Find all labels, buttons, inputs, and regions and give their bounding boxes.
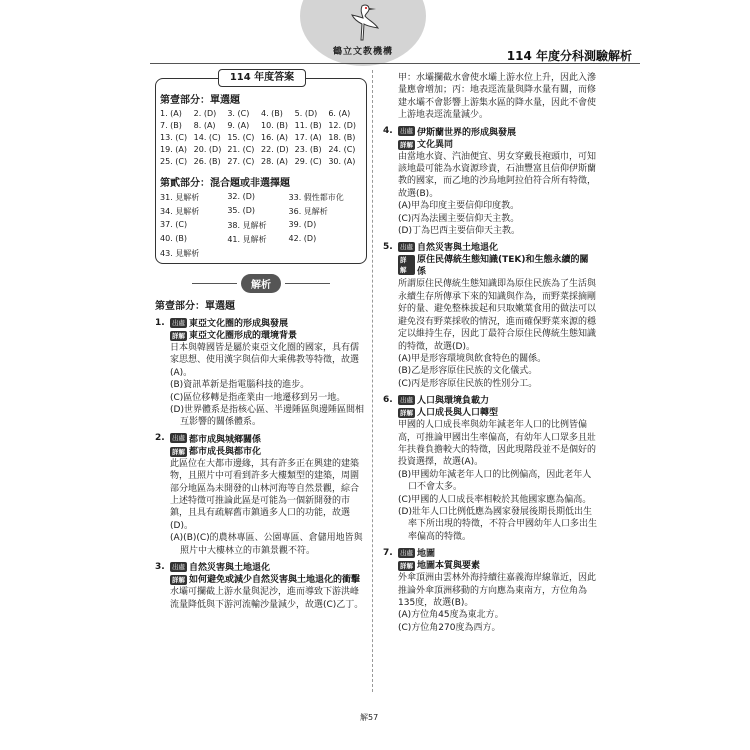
- source-text: 人口成長與人口轉型: [417, 408, 499, 419]
- question-number: 7.: [383, 547, 393, 558]
- answer-item: 31. 見解析: [160, 193, 200, 202]
- answer-item: 9. (A): [227, 121, 250, 130]
- question-topic: 東亞文化圈的形成與發展: [189, 319, 289, 329]
- source-tag: 出處: [400, 242, 413, 251]
- answer-item: 14. (C): [193, 133, 221, 142]
- detail-tag: 詳解: [172, 332, 185, 340]
- option-explanation: (B)資訊革新是指電腦科技的進步。: [170, 380, 310, 391]
- answer-item: 21. (C): [227, 145, 255, 154]
- answer-part1-title: 第壹部分：單選題: [160, 95, 240, 106]
- explanation-label: 解析: [241, 274, 281, 293]
- source-tag: 出處: [400, 395, 413, 404]
- question-topic: 自然災害與土地退化: [417, 243, 499, 254]
- answer-item: 15. (C): [227, 133, 255, 142]
- explanation-paragraph: 水壩可攔截上游水量與泥沙，進而導致下游洪峰流量降低與下游河流輸沙量減少，故選(C)乙丁。: [170, 587, 364, 610]
- question-source: [398, 560, 597, 572]
- left-column: [155, 72, 367, 611]
- answer-item: 10. (B): [261, 121, 288, 130]
- answer-item: 41. 見解析: [227, 235, 267, 244]
- answer-item: 8. (A): [193, 121, 216, 130]
- question-source: [398, 254, 597, 278]
- answer-item: 30. (A): [328, 157, 356, 166]
- answer-item: 17. (A): [294, 133, 322, 142]
- explanation-paragraph: 甲國的人口成長率與幼年減老年人口的比例皆偏高，可推論甲國出生率偏高，有幼年人口眾多且壯年扶養負擔較大的特徵，因此現階段並不是個好的投資選擇，故選(A)。: [398, 420, 597, 468]
- question-header: [155, 560, 367, 573]
- explanation-paragraph: 由當地水資、汽油便宜、男女穿戴長袍頭巾，可知該地最可能為水資源珍貴，石油豐富且信仰伊斯蘭教的國家，而乙地的沙烏地阿拉伯符合所有特徵，故選(B)。: [398, 151, 597, 199]
- answer-item: 35. (D): [227, 206, 255, 215]
- question-topic: 伊斯蘭世界的形成與發展: [417, 127, 517, 138]
- publisher-logo: [300, 0, 426, 66]
- question-number: 1.: [155, 317, 165, 328]
- question-source: [170, 574, 367, 586]
- banner-rule: [285, 283, 330, 284]
- source-text: 原住民傳統生態知識(TEK)和生態永續的關係: [416, 255, 589, 278]
- answer-item: 42. (D): [288, 234, 317, 243]
- question-number: 4.: [383, 126, 393, 137]
- question-header: [383, 125, 597, 138]
- answer-item: 19. (A): [160, 145, 187, 154]
- answer-part2-title: 第貳部分：混合題或非選擇題: [160, 178, 290, 189]
- detail-tag: 詳解: [400, 140, 413, 149]
- answer-item: 28. (A): [261, 157, 288, 166]
- option-explanation: (C)區位移轉是指產業由一地遷移到另一地。: [170, 392, 346, 403]
- option-explanation: (A)(B)(C)的農林專區、公園專區、倉儲用地皆與照片中大樓林立的市鎮景觀不符。: [170, 533, 363, 556]
- source-text: 地圖本質與要素: [417, 561, 481, 572]
- option-explanation: (A)甲是形容環境與飲食特色的關係。: [398, 353, 547, 364]
- question-topic: 都市成與城鄉關係: [189, 434, 262, 445]
- answer-item: 16. (A): [261, 133, 288, 142]
- detail-tag: 詳解: [172, 447, 185, 456]
- source-tag: 出處: [172, 318, 185, 327]
- answer-item: 43. 見解析: [160, 249, 200, 258]
- answer-item: 29. (C): [294, 157, 322, 166]
- answer-item: 26. (B): [193, 157, 221, 166]
- option-explanation: (B)甲國幼年減老年人口的比例偏高，因此老年人口不會太多。: [398, 469, 592, 493]
- explanation-paragraph: 所謂原住民傳統生態知識即為原住民族為了生活與永續生存所傳承下來的知識與作為，而野菜採摘剛好的量、避免整株拔起和只取嫩葉食用的做法可以避免沒有野菜採收的情況，進而確保野菜來源的穩定以維持生存，因此丁最符合原住民傳統生態知識的特徵，故選(D)。: [398, 279, 597, 352]
- answer-item: 39. (D): [288, 220, 317, 229]
- answer-item: 40. (B): [160, 234, 187, 243]
- option-explanation: (A)甲為印度主要信仰印度教。: [398, 201, 520, 212]
- question-header: [383, 393, 597, 406]
- answer-key-box: [155, 72, 367, 264]
- answer-item: 2. (D): [193, 109, 217, 118]
- question-header: [155, 316, 367, 329]
- answer-item: 6. (A): [328, 109, 351, 118]
- answer-item: 25. (C): [160, 157, 188, 166]
- answer-item: 20. (D): [193, 145, 222, 154]
- answer-item: 18. (B): [328, 133, 356, 142]
- right-column: [383, 72, 597, 634]
- answer-item: 7. (B): [160, 121, 182, 130]
- answer-item: 38. 見解析: [227, 221, 267, 230]
- answer-item: 36. 見解析: [288, 207, 328, 216]
- explanation-paragraph: 外傘頂洲由雲林外海持續往嘉義海岸線靠近，因此推論外傘頂洲移動的方向應為東南方，方位角為135度，故選(B)。: [398, 573, 597, 608]
- option-explanation: (C)甲國的人口成長率相較於其他國家應為偏高。: [398, 494, 592, 505]
- answer-item: 22. (D): [261, 145, 289, 154]
- column-divider: [372, 70, 373, 692]
- answer-item: 33. 假性都市化: [288, 193, 344, 202]
- explanation-paragraph: 此區位在大都市邊緣，其有許多正在興建的建築物，且照片中可看到許多大樓類型的建築，周圍部分地區為未開發的山林河海等自然景觀，綜合上述特徵可推論此區是可能為一個新開發的市鎮，且具有疏解舊市鎮過多人口的功能，故選(D)。: [170, 458, 360, 531]
- answer-item: 27. (C): [227, 157, 255, 166]
- page-number: 解57: [360, 713, 379, 722]
- crane-icon: [338, 2, 388, 46]
- question-source: [398, 139, 597, 151]
- option-explanation: (C)丙為法國主要信仰天主教。: [398, 213, 520, 224]
- option-explanation: (C)方位角270度為西方。: [398, 622, 501, 633]
- question-header: [155, 432, 367, 445]
- banner-rule: [192, 283, 237, 284]
- answer-item: 13. (C): [160, 133, 188, 142]
- option-explanation: (A)方位角45度為東北方。: [398, 610, 504, 621]
- part-heading: 第壹部分：單選題: [155, 301, 235, 312]
- option-explanation: (D)世界體系是指核心區、半邊陲區與邊陲區間相互影響的關係體系。: [170, 405, 364, 428]
- source-tag: 出處: [172, 434, 185, 443]
- source-tag: 出處: [172, 562, 185, 571]
- detail-tag: 詳解: [398, 255, 415, 275]
- detail-tag: 詳解: [172, 576, 185, 585]
- answer-item: 1. (A): [160, 109, 182, 118]
- question-source: [398, 407, 597, 419]
- detail-tag: 詳解: [400, 562, 413, 571]
- question-source: [170, 446, 367, 458]
- answer-item: 24. (C): [328, 145, 356, 154]
- answer-item: 37. (C): [160, 220, 188, 229]
- option-explanation: (C)丙是形容原住民族的性別分工。: [398, 378, 538, 389]
- answer-part2-grid: [160, 192, 362, 259]
- question-number: 5.: [383, 241, 393, 252]
- option-explanation: (D)丁為巴西主要信仰天主教。: [398, 226, 520, 237]
- answer-item: 11. (B): [294, 121, 322, 130]
- answer-key-title: 114 年度答案: [218, 69, 306, 87]
- source-text: 文化異同: [417, 139, 454, 150]
- question-number: 2.: [155, 433, 165, 444]
- answer-item: 3. (C): [227, 109, 250, 118]
- running-title: 114 年度分科測驗解析: [506, 49, 632, 63]
- question-number: 6.: [383, 394, 393, 405]
- explanation-banner: [155, 274, 367, 293]
- question-topic: 自然災害與土地退化: [189, 563, 271, 574]
- question-topic: 地圖: [417, 549, 436, 560]
- question-number: 3.: [155, 561, 165, 572]
- question-header: [383, 546, 597, 559]
- source-text: 東亞文化圈形成的環境背景: [189, 331, 298, 341]
- source-tag: 出處: [400, 127, 413, 136]
- question-source: [170, 330, 367, 342]
- answer-item: 32. (D): [227, 192, 255, 201]
- source-text: 都市成長與都市化: [189, 446, 262, 457]
- detail-tag: 詳解: [400, 409, 413, 418]
- explanation-paragraph: 日本與韓國皆是屬於東亞文化圈的國家，具有儒家思想、使用漢字與信仰大乘佛教等特徵，故選(A)。: [170, 343, 360, 378]
- option-explanation: (B)乙是形容原住民族的文化儀式。: [398, 366, 538, 377]
- page-header: [0, 0, 750, 62]
- source-text: 如何避免或減少自然災害與土地退化的衝擊: [189, 575, 361, 586]
- source-tag: 出處: [400, 548, 413, 557]
- left-questions: [155, 316, 367, 611]
- continued-paragraph: 甲：水壩攔截水會使水壩上游水位上升，因此入滲量應會增加；丙：地表逕流量與降水量有關，而修建水壩不會影響上游集水區的降水量，因此不會使上游地表逕流量減少。: [398, 73, 597, 121]
- option-explanation: (D)壯年人口比例低應為國家發展後期長期低出生率下所出現的特徵，不符合甲國幼年人口多出生率偏高的特徵。: [398, 506, 598, 542]
- header-rule: [150, 63, 640, 64]
- right-questions: [383, 125, 597, 635]
- answer-item: 23. (B): [294, 145, 322, 154]
- answer-item: 4. (B): [261, 109, 283, 118]
- answer-item: 5. (D): [294, 109, 318, 118]
- answer-part1-grid: [160, 109, 362, 166]
- question-topic: 人口與環境負載力: [417, 396, 490, 407]
- question-header: [383, 240, 597, 253]
- logo-text: 鶴立文教機構: [332, 47, 393, 57]
- answer-item: 12. (D): [328, 121, 356, 130]
- answer-item: 34. 見解析: [160, 207, 200, 216]
